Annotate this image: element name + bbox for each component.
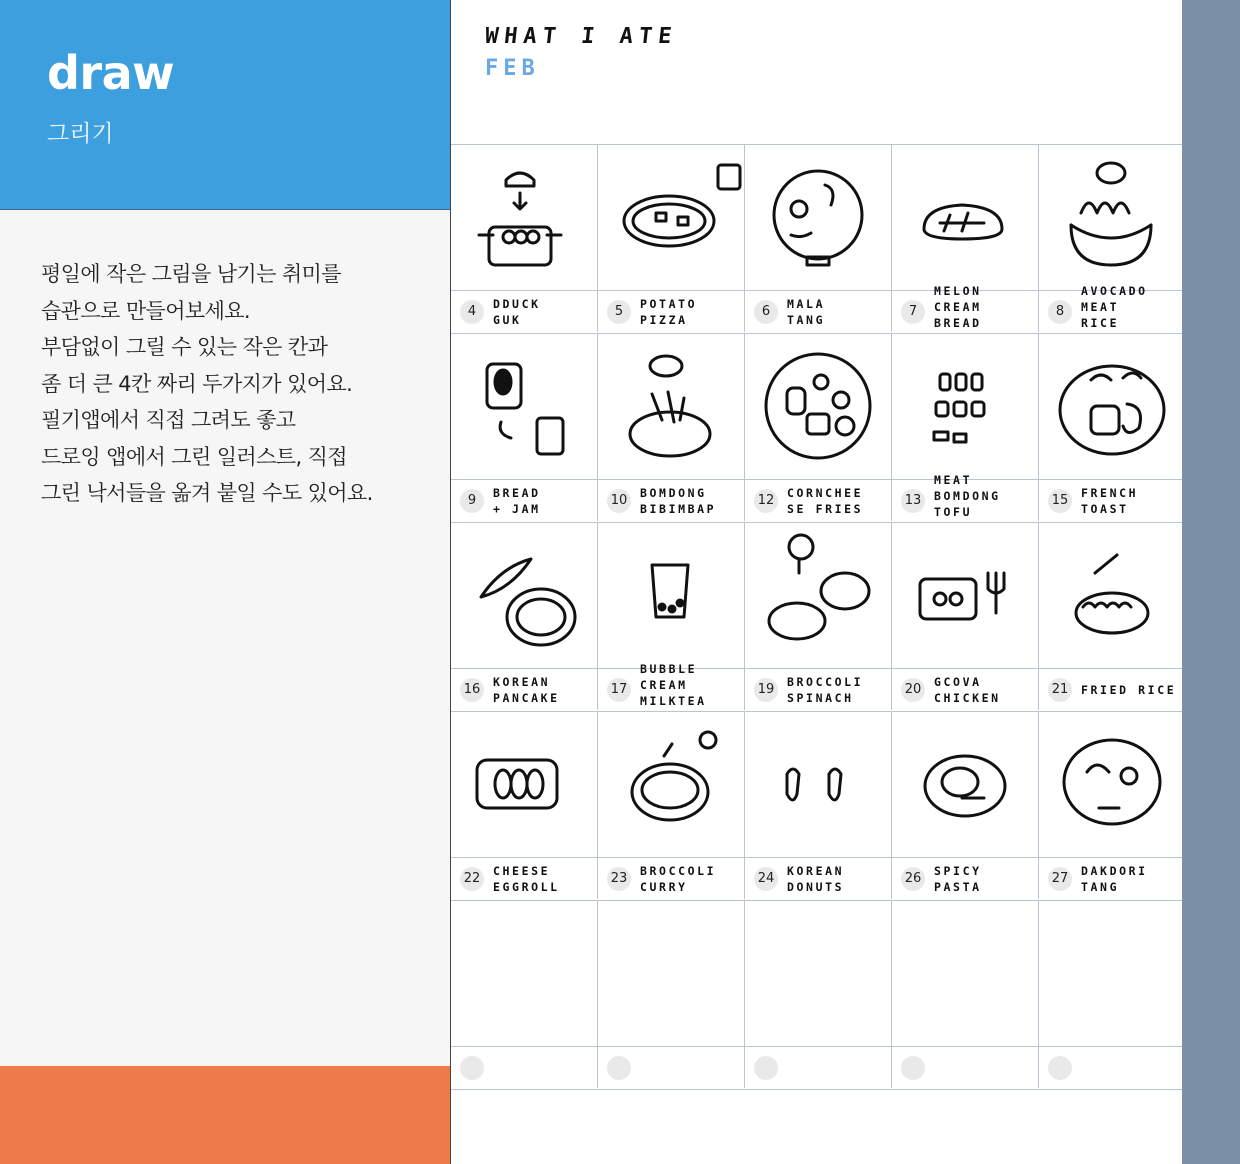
bibimbap-icon xyxy=(598,334,745,480)
description-line: 필기앱에서 직접 그려도 좋고 xyxy=(41,408,296,432)
food-name: CORNCHEE SE FRIES xyxy=(787,486,864,516)
food-drawing-area[interactable] xyxy=(598,711,745,857)
description-line: 평일에 작은 그림을 남기는 취미를 xyxy=(41,262,341,286)
food-caption xyxy=(745,479,892,521)
food-drawing-area[interactable] xyxy=(892,144,1039,290)
food-caption xyxy=(451,668,598,710)
tofu-icon xyxy=(892,334,1039,480)
food-drawing-area[interactable] xyxy=(451,333,598,479)
food-drawing-area[interactable] xyxy=(1039,144,1186,290)
food-caption xyxy=(1039,1046,1186,1088)
day-badge: 21 xyxy=(1048,678,1072,702)
side-strip xyxy=(1182,0,1240,1164)
food-name: AVOCADO MEAT RICE xyxy=(1081,284,1148,330)
food-drawing-area[interactable] xyxy=(745,144,892,290)
plate-icon xyxy=(745,334,892,480)
food-name: MELON CREAM BREAD xyxy=(934,284,982,330)
food-drawing-area[interactable] xyxy=(1039,522,1186,668)
food-drawing-area[interactable] xyxy=(745,333,892,479)
food-drawing-area[interactable] xyxy=(745,711,892,857)
food-name: BUBBLE CREAM MILKTEA xyxy=(640,662,707,708)
day-badge: 19 xyxy=(754,678,778,702)
milktea-icon xyxy=(598,523,745,669)
food-name: SPICY PASTA xyxy=(934,864,982,894)
food-drawing-area[interactable] xyxy=(892,711,1039,857)
food-caption xyxy=(451,290,598,332)
food-caption xyxy=(892,668,1039,710)
food-drawing-area[interactable] xyxy=(745,900,892,1046)
food-name: DAKDORI TANG xyxy=(1081,864,1148,894)
day-badge xyxy=(607,1056,631,1080)
day-badge: 10 xyxy=(607,489,631,513)
day-badge: 9 xyxy=(460,489,484,513)
food-caption xyxy=(451,1046,598,1088)
food-caption xyxy=(1039,857,1186,899)
day-badge: 27 xyxy=(1048,867,1072,891)
day-badge: 23 xyxy=(607,867,631,891)
toast-jam-icon xyxy=(451,334,598,480)
pancake-icon xyxy=(451,523,598,669)
description-line: 습관으로 만들어보세요. xyxy=(41,298,251,323)
food-name: BREAD + JAM xyxy=(493,486,541,516)
pot-icon xyxy=(451,145,598,291)
day-badge xyxy=(901,1056,925,1080)
food-name: GCOVA CHICKEN xyxy=(934,675,1001,705)
food-caption xyxy=(598,479,745,521)
pasta-icon xyxy=(892,712,1039,858)
fried-rice-icon xyxy=(1039,523,1186,669)
panel-footer xyxy=(0,1066,450,1164)
day-badge: 12 xyxy=(754,489,778,513)
food-name: POTATO PIZZA xyxy=(640,297,698,327)
description-line: 그린 낙서들을 옮겨 붙일 수도 있어요. xyxy=(41,481,373,505)
day-badge: 26 xyxy=(901,867,925,891)
curry-icon xyxy=(598,712,745,858)
app-title: draw xyxy=(47,46,175,100)
day-badge xyxy=(754,1056,778,1080)
food-name: FRENCH TOAST xyxy=(1081,486,1139,516)
bowl-icon xyxy=(745,145,892,291)
app-subtitle: 그리기 xyxy=(47,121,114,147)
food-drawing-area[interactable] xyxy=(1039,711,1186,857)
day-badge: 8 xyxy=(1048,300,1072,324)
food-drawing-area[interactable] xyxy=(892,333,1039,479)
journal-title: WHAT I ATE xyxy=(483,24,679,49)
food-caption xyxy=(451,479,598,521)
food-drawing-area[interactable] xyxy=(451,711,598,857)
food-name: BOMDONG BIBIMBAP xyxy=(640,486,717,516)
food-name: KOREAN PANCAKE xyxy=(493,675,560,705)
food-caption xyxy=(745,290,892,332)
food-caption xyxy=(598,1046,745,1088)
food-drawing-area[interactable] xyxy=(598,900,745,1046)
food-drawing-area[interactable] xyxy=(451,522,598,668)
description xyxy=(41,256,441,512)
food-name: KOREAN DONUTS xyxy=(787,864,845,894)
journal-month: FEB xyxy=(485,56,540,81)
food-caption xyxy=(892,284,1039,332)
food-name: CHEESE EGGROLL xyxy=(493,864,560,894)
food-drawing-area[interactable] xyxy=(598,144,745,290)
toast-plate-icon xyxy=(1039,334,1186,480)
day-badge: 24 xyxy=(754,867,778,891)
food-caption xyxy=(1039,668,1186,710)
food-caption xyxy=(451,857,598,899)
rice-bowl-icon xyxy=(1039,145,1186,291)
food-caption xyxy=(745,668,892,710)
day-badge: 5 xyxy=(607,300,631,324)
description-line: 부담없이 그릴 수 있는 작은 칸과 xyxy=(41,335,328,359)
day-badge: 6 xyxy=(754,300,778,324)
day-badge: 22 xyxy=(460,867,484,891)
eggroll-icon xyxy=(451,712,598,858)
food-name: BROCCOLI CURRY xyxy=(640,864,717,894)
food-drawing-area[interactable] xyxy=(1039,900,1186,1046)
day-badge: 20 xyxy=(901,678,925,702)
pizza-icon xyxy=(598,145,745,291)
food-drawing-area[interactable] xyxy=(598,333,745,479)
food-drawing-area[interactable] xyxy=(892,900,1039,1046)
food-drawing-area[interactable] xyxy=(598,522,745,668)
food-drawing-area[interactable] xyxy=(451,144,598,290)
day-badge: 15 xyxy=(1048,489,1072,513)
food-caption xyxy=(598,290,745,332)
donut-icon xyxy=(745,712,892,858)
food-name: MEAT BOMDONG TOFU xyxy=(934,473,1001,519)
day-badge xyxy=(460,1056,484,1080)
food-drawing-area[interactable] xyxy=(451,900,598,1046)
description-line: 좀 더 큰 4칸 짜리 두가지가 있어요. xyxy=(41,371,353,396)
food-caption xyxy=(745,1046,892,1088)
grid-bottom-line xyxy=(451,1089,1183,1090)
food-drawing-area[interactable] xyxy=(745,522,892,668)
chicken-box-icon xyxy=(892,523,1039,669)
food-caption xyxy=(745,857,892,899)
panel-header xyxy=(0,0,450,209)
food-caption xyxy=(892,857,1039,899)
food-caption xyxy=(598,857,745,899)
stew-icon xyxy=(1039,712,1186,858)
day-badge: 13 xyxy=(901,489,925,513)
day-badge: 16 xyxy=(460,678,484,702)
broccoli-icon xyxy=(745,523,892,669)
food-caption xyxy=(892,473,1039,521)
food-drawing-area[interactable] xyxy=(1039,333,1186,479)
food-caption xyxy=(598,662,745,710)
food-name: DDUCK GUK xyxy=(493,297,541,327)
food-drawing-area[interactable] xyxy=(892,522,1039,668)
food-name: BROCCOLI SPINACH xyxy=(787,675,864,705)
food-name: MALA TANG xyxy=(787,297,826,327)
day-badge: 4 xyxy=(460,300,484,324)
food-caption xyxy=(1039,284,1186,332)
food-caption xyxy=(892,1046,1039,1088)
food-caption xyxy=(1039,479,1186,521)
food-name: FRIED RICE xyxy=(1081,683,1177,697)
bread-icon xyxy=(892,145,1039,291)
day-badge: 7 xyxy=(901,300,925,324)
description-line: 드로잉 앱에서 그린 일러스트, 직접 xyxy=(41,444,347,469)
day-badge xyxy=(1048,1056,1072,1080)
day-badge: 17 xyxy=(607,678,631,702)
journal-sheet xyxy=(450,0,1182,1164)
